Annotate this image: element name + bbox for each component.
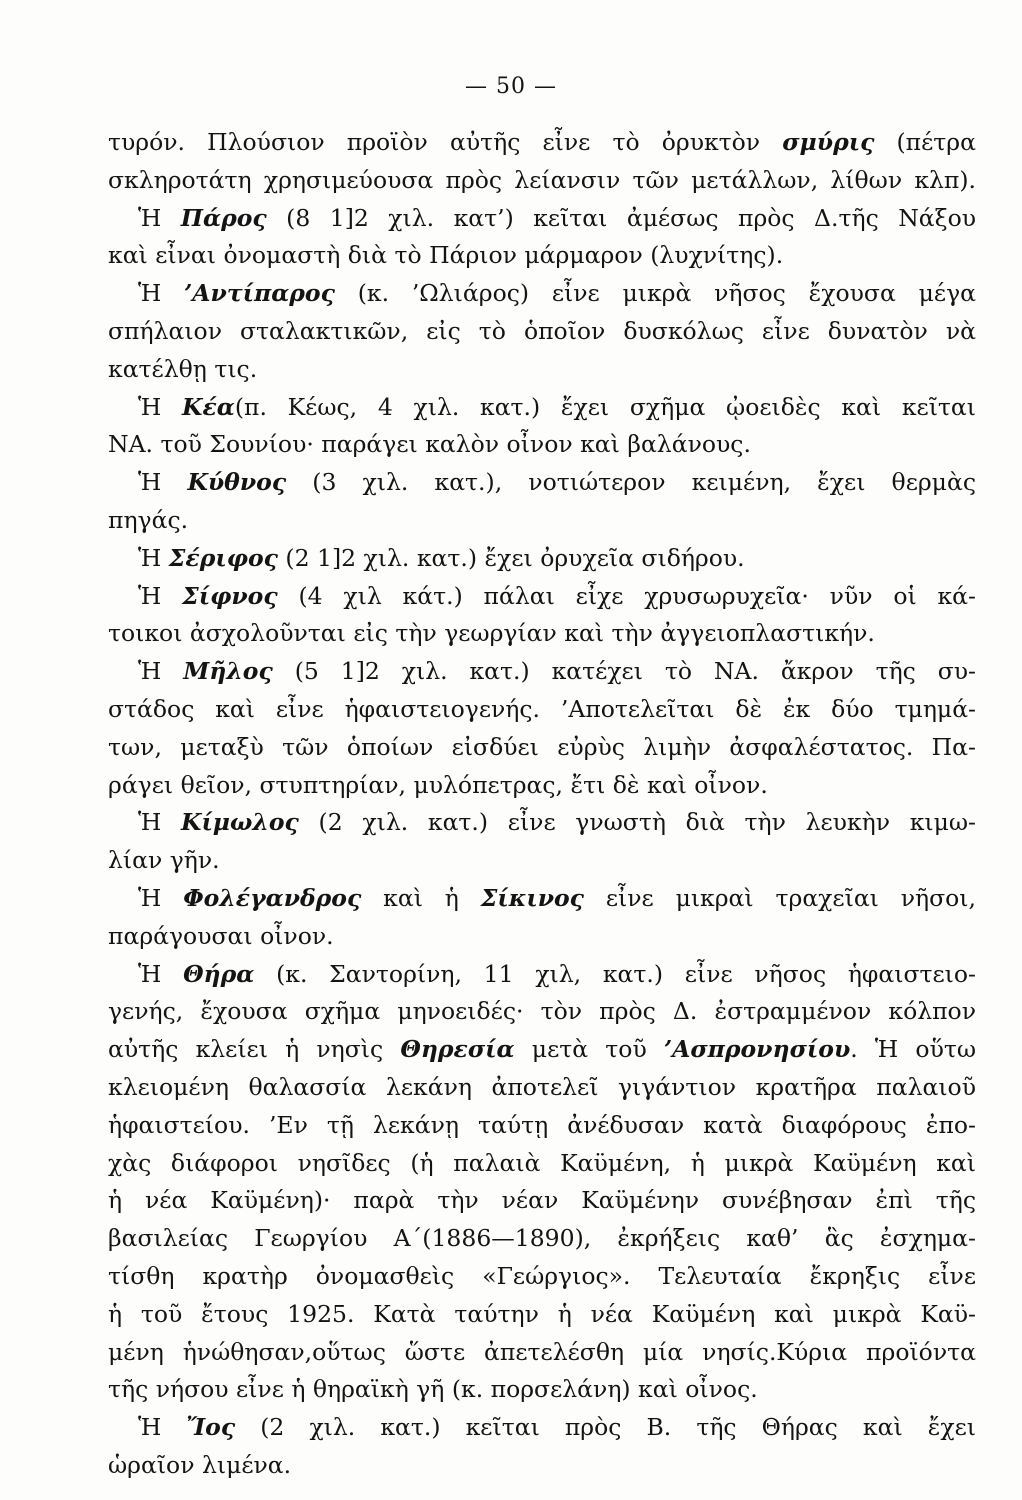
text-run: (κ. Σαντορίνη, 11 χιλ, κατ.) εἶνε νῆσος ἡφαιστειο- [254,959,976,988]
text-run: τοικοι ἀσχολοῦνται εἰς τὴν γεωργίαν καὶ τὴν ἀγγειοπλαστικήν. [108,619,875,648]
emphasized-term: Φολέγανδρος [183,883,362,912]
text-run: εἶνε μικραὶ τραχεῖαι νῆσοι, [584,883,976,912]
text-run: (4 χιλ κάτ.) πάλαι εἶχε χρυσωρυχεῖα· νῦν οἱ κά- [277,581,976,610]
text-run: λίαν γῆν. [108,846,220,875]
text-line [108,1031,976,1069]
text-line [108,1296,976,1334]
text-line [108,767,976,805]
text-line [108,389,976,427]
text-run: των, μεταξὺ τῶν ὁποίων εἰσδύει εὐρὺς λιμὴν ἀσφαλέστατος. Πα- [108,732,976,761]
text-line [108,918,976,956]
text-run: ΝΑ. τοῦ Σουνίου· παράγει καλὸν οἶνον καὶ βαλάνους. [108,430,751,459]
text-line [108,464,976,502]
text-run: . Ἡ οὕτω [850,1035,977,1064]
text-run: Ἡ [138,959,184,988]
text-line [108,351,976,389]
emphasized-term: Κέα [182,392,235,421]
text-line [108,162,976,200]
text-line [108,1069,976,1107]
text-line [108,1447,976,1485]
emphasized-term: Ἴος [186,1413,236,1442]
text-line [108,200,976,238]
text-run: τυρόν. Πλούσιον προϊὸν αὐτῆς εἶνε τὸ ὀρυκτὸν [108,128,783,156]
text-line [108,426,976,464]
text-run: γενής, ἔχουσα σχῆμα μηνοειδές· τὸν πρὸς Δ. ἐστραμμένον κόλπον [108,997,976,1026]
text-run: (πέτρα [874,128,976,156]
text-run: ράγει θεῖον, στυπτηρίαν, μυλόπετρας, ἔτι δὲ καὶ οἶνον. [108,770,768,799]
text-line [108,1107,976,1145]
text-line [108,313,976,351]
text-run: τίσθη κρατὴρ ὀνομασθεὶς «Γεώργιος». Τελευταία ἔκρηξις εἶνε [108,1261,976,1290]
text-run: (8 1]2 χιλ. κατ’) κεῖται ἀμέσως πρὸς Δ.τῆς Νάξου [266,203,976,232]
emphasized-term: Θήρα [183,959,255,988]
text-run: Ἡ [138,543,169,572]
text-line [108,275,976,313]
emphasized-term: Πάρος [180,203,267,232]
page-number: — 50 — [465,74,557,99]
emphasized-term: Σέριφος [168,543,278,572]
text-line [108,956,976,994]
text-line [108,615,976,653]
text-line [108,1334,976,1372]
emphasized-term: Σίφνος [182,581,278,610]
text-run: Ἡ [138,468,188,497]
text-line [108,729,976,767]
text-run: Ἡ [138,808,182,837]
text-run: ἡφαιστείου. ’Εν τῇ λεκάνῃ ταύτῃ ἀνέδυσαν κατὰ διαφόρους ἐπο- [108,1110,976,1139]
emphasized-term: ’Αντίπαρος [184,279,335,308]
text-line [108,1145,976,1183]
emphasized-term: ’Ασπρονησίου [663,1035,851,1064]
text-run: Ἡ [138,279,185,308]
text-run: παράγουσαι οἶνον. [108,921,334,950]
text-run: τῆς νήσου εἶνε ἡ θηραϊκὴ γῆ (κ. πορσελάνη) καὶ οἶνος. [108,1375,758,1404]
text-line [108,1371,976,1409]
text-run: αὐτῆς κλείει ἡ νησὶς [108,1035,401,1064]
text-run: μένη ἡνώθησαν,οὕτως ὥστε ἀπετελέσθη μία νησίς.Κύρια προϊόντα [108,1337,976,1366]
body-text [108,124,976,1485]
text-run: ὡραῖον λιμένα. [108,1450,292,1479]
text-run: (2 χιλ. κατ.) κεῖται πρὸς Β. τῆς Θήρας καὶ ἔχει [235,1413,976,1442]
text-run: (5 1]2 χιλ. κατ.) κατέχει τὸ ΝΑ. ἄκρον τῆς συ- [272,657,976,686]
text-run: Ἡ [138,203,181,232]
text-line [108,540,976,578]
text-line [108,502,976,540]
text-line [108,993,976,1031]
text-run: κλειομένη θαλασσία λεκάνη ἀποτελεῖ γιγάντιον κρατῆρα παλαιοῦ [108,1072,976,1101]
text-line [108,691,976,729]
emphasized-term: Μῆλος [183,657,273,686]
text-run: καὶ ἡ [361,883,481,912]
text-run: σπήλαιον σταλακτικῶν, εἰς τὸ ὁποῖον δυσκόλως εἶνε δυνατὸν νὰ [108,316,976,345]
text-run: Ἡ [138,392,183,421]
text-line [108,804,976,842]
text-line [108,653,976,691]
text-run: ἡ νέα Καϋμένη)· παρὰ τὴν νέαν Καϋμένην συνέβησαν ἐπὶ τῆς [108,1186,976,1215]
text-line [108,237,976,275]
text-run: Ἡ [138,581,183,610]
text-run: πηγάς. [108,505,189,534]
text-run: χὰς διάφοροι νησῖδες (ἡ παλαιὰ Καϋμένη, ἡ μικρὰ Καϋμένη καὶ [108,1148,976,1177]
text-run: Ἡ [138,657,184,686]
text-run: στάδος καὶ εἶνε ἡφαιστειογενής. ’Αποτελεῖται δὲ ἐκ δύο τμημά- [108,694,976,723]
text-run: (2 1]2 χιλ. κατ.) ἔχει ὀρυχεῖα σιδήρου. [277,543,745,572]
text-run: μετὰ τοῦ [514,1035,664,1064]
emphasized-term: Κύθνος [187,468,287,497]
text-run: ἡ τοῦ ἔτους 1925. Κατὰ ταύτην ἡ νέα Καϋμένη καὶ μικρὰ Καϋ- [108,1299,976,1328]
text-line [108,1409,976,1447]
text-line [108,578,976,616]
text-run: (π. Κέως, 4 χιλ. κατ.) ἔχει σχῆμα ᾠοειδὲς καὶ κεῖται [234,392,976,421]
text-run: (κ. ’Ωλιάρος) εἶνε μικρὰ νῆσος ἔχουσα μέγα [334,279,976,308]
emphasized-term: Θηρεσία [400,1035,515,1064]
text-run: σκληροτάτη χρησιμεύουσα πρὸς λείανσιν τῶν μετάλλων, λίθων κλπ). [108,165,976,194]
text-run: (2 χιλ. κατ.) εἶνε γνωστὴ διὰ τὴν λευκὴν κιμω- [298,808,976,837]
text-line [108,842,976,880]
text-line [108,1258,976,1296]
text-run: κατέλθῃ τις. [108,354,258,383]
emphasized-term: Σίκινος [480,883,584,912]
text-run: βασιλείας Γεωργίου Α΄(1886—1890), ἐκρήξεις καθ’ ἃς ἐσχημα- [108,1224,976,1253]
text-run: Ἡ [138,883,184,912]
text-line [108,880,976,918]
text-line [108,124,976,162]
text-run: Ἡ [138,1413,187,1442]
emphasized-term: Κίμωλος [181,808,299,837]
text-line [108,1220,976,1258]
text-run: καὶ εἶναι ὀνομαστὴ διὰ τὸ Πάριον μάρμαρον (λυχνίτης). [108,241,784,270]
text-line [108,1182,976,1220]
emphasized-term: σμύρις [782,128,875,156]
text-run: (3 χιλ. κατ.), νοτιώτερον κειμένη, ἔχει θερμὰς [286,468,976,497]
